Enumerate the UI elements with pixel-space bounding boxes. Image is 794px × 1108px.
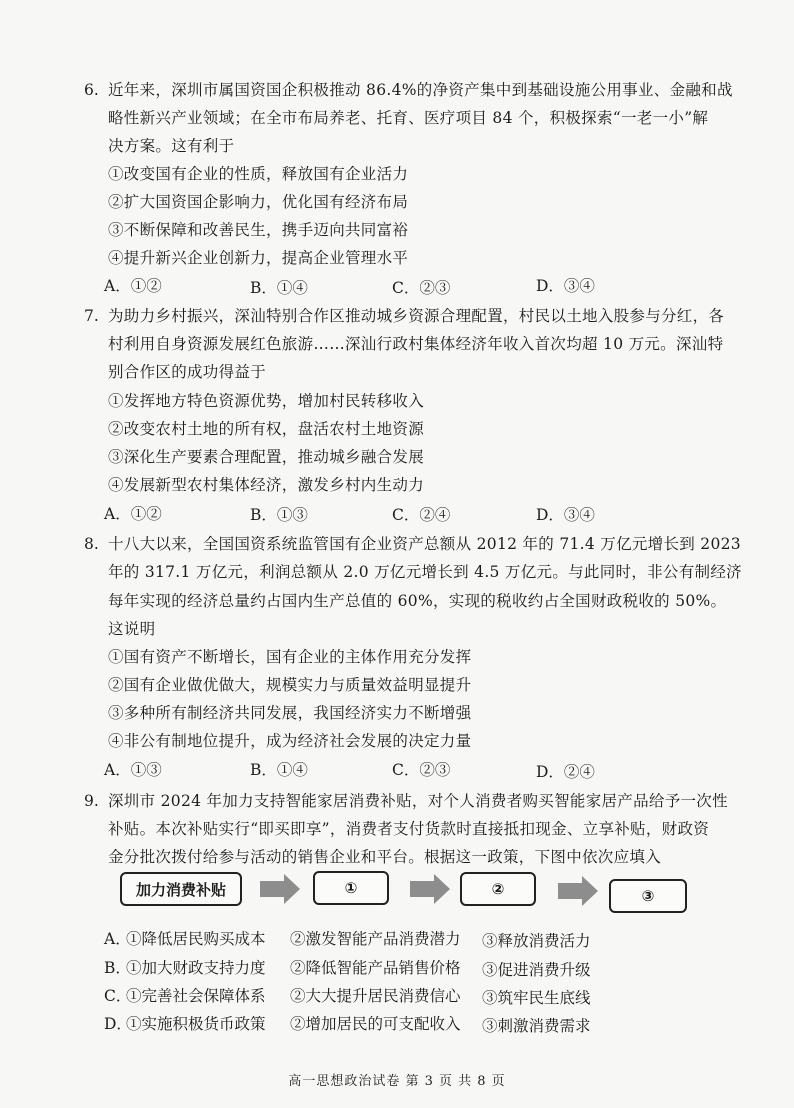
flow-box-subsidy: 加力消费补贴	[120, 872, 242, 906]
question-9-choice-c-item-3: ③筑牢民生底线	[482, 989, 591, 1007]
question-9-choice-d-item-3: ③刺激消费需求	[482, 1017, 591, 1035]
question-9-stem-line-2: 补贴。本次补贴实行“即买即享”，消费者支付货款时直接抵扣现金、立享补贴，财政资	[108, 820, 710, 838]
question-9-choice-b-item-3: ③促进消费升级	[482, 961, 591, 979]
question-8-statement-4: ④非公有制地位提升，成为经济社会发展的决定力量	[108, 732, 472, 750]
question-8-choice-a[interactable]: A．①③	[104, 761, 162, 779]
question-8-choice-d[interactable]: D．②④	[536, 763, 595, 781]
question-7-stem-line-3: 别合作区的成功得益于	[108, 363, 267, 381]
question-6-statement-3: ③不断保障和改善民生，携手迈向共同富裕	[108, 221, 409, 239]
question-7-statement-4: ④发展新型农村集体经济，激发乡村内生动力	[108, 476, 425, 494]
question-8-statement-2: ②国有企业做优做大，规模实力与质量效益明显提升	[108, 676, 472, 694]
question-9-choice-a-item-2: ②激发智能产品消费潜力	[290, 930, 461, 948]
question-9-stem-line-1: 深圳市 2024 年加力支持智能家居消费补贴，对个人消费者购买智能家居产品给予一次性	[108, 792, 728, 810]
question-8-statement-1: ①国有资产不断增长，国有企业的主体作用充分发挥	[108, 648, 472, 666]
question-7-statement-1: ①发挥地方特色资源优势，增加村民转移收入	[108, 392, 425, 410]
question-6-stem-line-2: 略性新兴产业领域；在全市布局养老、托育、医疗项目 84 个，积极探索“一老一小”解	[108, 109, 709, 127]
question-7-number: 7.	[84, 307, 99, 325]
flow-box-blank-1[interactable]: ①	[313, 871, 389, 905]
question-9-choice-a-letter[interactable]: A．	[104, 930, 131, 948]
flow-arrow-3-icon	[556, 874, 600, 908]
question-8-stem-line-1: 十八大以来，全国国资系统监管国有企业资产总额从 2012 年的 71.4 万亿元增长到 2023	[108, 535, 741, 553]
question-9-choice-b-letter[interactable]: B．	[104, 959, 131, 977]
question-9-choice-c-letter[interactable]: C．	[104, 987, 132, 1005]
question-6-statement-1: ①改变国有企业的性质，释放国有企业活力	[108, 165, 409, 183]
question-8-choice-c[interactable]: C．②③	[392, 761, 451, 779]
question-6-stem-line-1: 近年来，深圳市属国资国企积极推动 86.4%的净资产集中到基础设施公用事业、金融和战	[108, 81, 733, 99]
question-6-choice-c[interactable]: C．②③	[392, 279, 451, 297]
question-6-statement-4: ④提升新兴企业创新力，提高企业管理水平	[108, 249, 409, 267]
question-7-choice-c[interactable]: C．②④	[392, 506, 451, 524]
question-9-choice-d-letter[interactable]: D．	[104, 1015, 132, 1033]
question-9-number: 9.	[84, 792, 99, 810]
question-9-choice-d-item-2: ②增加居民的可支配收入	[290, 1015, 461, 1033]
question-7-statement-2: ②改变农村土地的所有权，盘活农村土地资源	[108, 420, 425, 438]
question-9-stem-line-3: 金分批次拨付给参与活动的销售企业和平台。根据这一政策，下图中依次应填入	[108, 848, 662, 866]
question-8-stem-line-3: 每年实现的经济总量约占国内生产总值的 60%，实现的税收约占全国财政税收的 50%。	[108, 592, 727, 610]
flow-box-blank-3[interactable]: ③	[609, 879, 687, 913]
question-8-statement-3: ③多种所有制经济共同发展，我国经济实力不断增强	[108, 704, 472, 722]
question-7-stem-line-1: 为助力乡村振兴，深汕特别合作区推动城乡资源合理配置，村民以土地入股参与分红，各	[108, 307, 725, 325]
question-8-choice-b[interactable]: B．①④	[250, 761, 308, 779]
question-6-number: 6.	[84, 81, 99, 99]
question-7-statement-3: ③深化生产要素合理配置，推动城乡融合发展	[108, 448, 425, 466]
flow-arrow-1-icon	[258, 872, 302, 906]
question-9-choice-a-item-1: ①降低居民购买成本	[126, 930, 266, 948]
question-7-choice-b[interactable]: B．①③	[250, 506, 308, 524]
question-6-choice-b[interactable]: B．①④	[250, 279, 308, 297]
question-9-choice-d-item-1: ①实施积极货币政策	[126, 1015, 266, 1033]
question-7-choice-d[interactable]: D．③④	[536, 506, 595, 524]
question-6-choice-a[interactable]: A．①②	[104, 277, 162, 295]
question-9-choice-c-item-2: ②大大提升居民消费信心	[290, 987, 461, 1005]
page-footer: 高一思想政治试卷 第 3 页 共 8 页	[288, 1074, 506, 1089]
flow-arrow-2-icon	[408, 872, 452, 906]
question-8-number: 8.	[84, 535, 99, 553]
question-6-choice-d[interactable]: D．③④	[536, 277, 595, 295]
flow-box-blank-2[interactable]: ②	[460, 872, 536, 906]
question-9-choice-b-item-1: ①加大财政支持力度	[126, 959, 266, 977]
question-8-stem-line-4: 这说明	[108, 620, 156, 638]
question-9-choice-b-item-2: ②降低智能产品销售价格	[290, 959, 461, 977]
question-7-stem-line-2: 村利用自身资源发展红色旅游……深汕行政村集体经济年收入首次均超 10 万元。深汕特	[108, 335, 724, 353]
question-9-choice-a-item-3: ③释放消费活力	[482, 932, 591, 950]
question-8-stem-line-2: 年的 317.1 万亿元，利润总额从 2.0 万亿元增长到 4.5 万亿元。与此同时，非公有制经济	[108, 563, 742, 581]
question-6-statement-2: ②扩大国资国企影响力，优化国有经济布局	[108, 193, 409, 211]
question-9-choice-c-item-1: ①完善社会保障体系	[126, 987, 266, 1005]
question-7-choice-a[interactable]: A．①②	[104, 505, 162, 523]
question-6-stem-line-3: 决方案。这有利于	[108, 137, 235, 155]
